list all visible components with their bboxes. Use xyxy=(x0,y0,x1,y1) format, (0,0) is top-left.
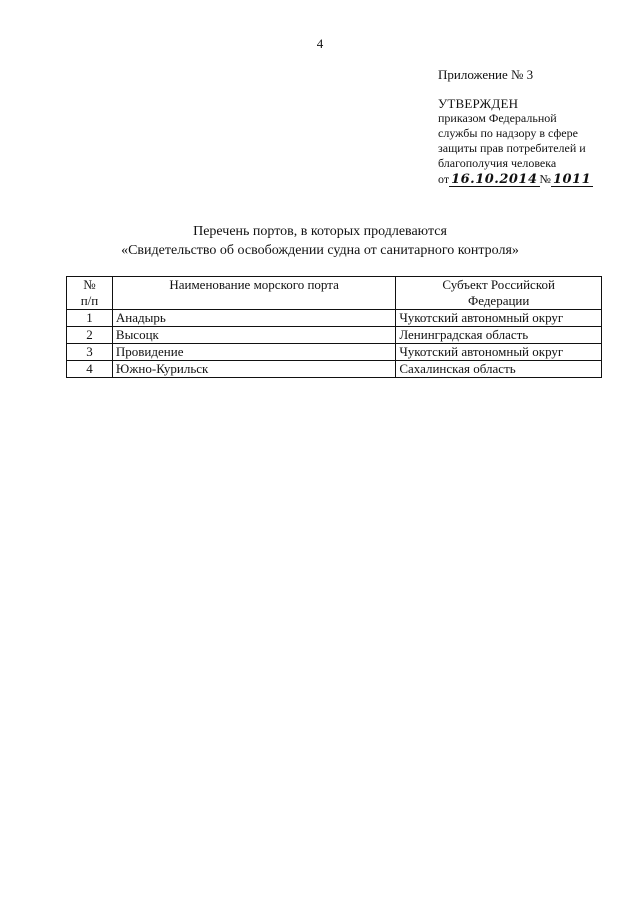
row-number: 2 xyxy=(67,327,113,344)
region-name: Сахалинская область xyxy=(396,361,602,378)
row-number: 3 xyxy=(67,344,113,361)
row-number: 1 xyxy=(67,310,113,327)
approval-line: благополучия человека xyxy=(438,156,557,170)
table-row xyxy=(67,344,602,361)
table-header-row xyxy=(67,277,602,310)
appendix-label: Приложение № 3 xyxy=(438,67,534,82)
approval-block xyxy=(438,96,618,187)
number-prefix: № xyxy=(539,172,551,186)
column-header-number: № п/п xyxy=(67,277,113,310)
table-row xyxy=(67,361,602,378)
region-name: Чукотский автономный округ xyxy=(396,344,602,361)
date-prefix: от xyxy=(438,172,450,186)
page-number: 4 xyxy=(316,36,324,51)
port-name: Южно-Курильск xyxy=(112,361,395,378)
port-name: Провидение xyxy=(112,344,395,361)
approval-line: защиты прав потребителей и xyxy=(438,141,586,155)
document-title-line: «Свидетельство об освобождении судна от санитарного контроля» xyxy=(121,243,519,258)
table-row xyxy=(67,310,602,327)
approval-line: службы по надзору в сфере xyxy=(438,126,578,140)
document-title-line: Перечень портов, в которых продлеваются xyxy=(193,224,447,239)
region-name: Ленинградская область xyxy=(396,327,602,344)
table-row xyxy=(67,327,602,344)
row-number: 4 xyxy=(67,361,113,378)
port-name: Анадырь xyxy=(112,310,395,327)
approval-line: приказом Федеральной xyxy=(438,111,557,125)
column-header-port: Наименование морского порта xyxy=(112,277,395,310)
handwritten-order-number: 1011 xyxy=(552,172,592,187)
order-date-number-line xyxy=(438,172,618,187)
port-name: Высоцк xyxy=(112,327,395,344)
approval-heading: УТВЕРЖДЕН xyxy=(438,96,519,111)
region-name: Чукотский автономный округ xyxy=(396,310,602,327)
ports-table xyxy=(66,276,602,378)
column-header-region: Субъект Российской Федерации xyxy=(396,277,602,310)
handwritten-date: 16.10.2014 xyxy=(451,172,538,187)
document-title xyxy=(0,222,640,260)
